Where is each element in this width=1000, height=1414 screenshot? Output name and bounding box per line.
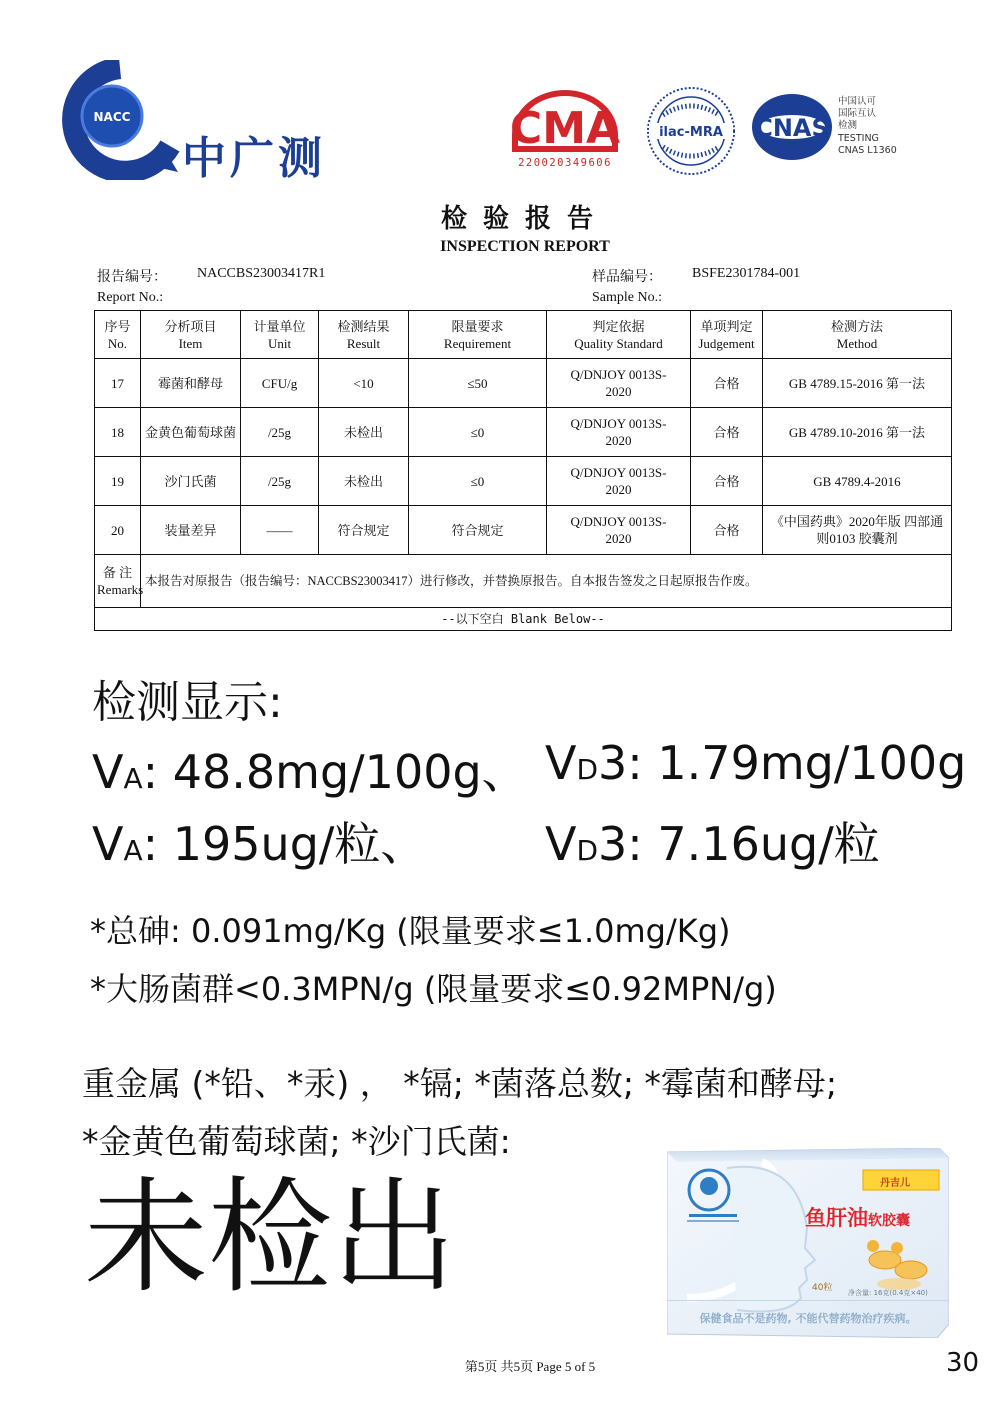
header-no: 序号 No. [95, 311, 141, 359]
cell-method: GB 4789.10-2016 第一法 [763, 408, 952, 457]
cell-method: 《中国药典》2020年版 四部通则0103 胶囊剂 [763, 506, 952, 555]
report-no: NACCBS23003417R1 [197, 266, 326, 281]
report-title-cn: 检验报告 [440, 204, 609, 233]
cell-judgement: 合格 [691, 359, 763, 408]
cell-judgement: 合格 [691, 408, 763, 457]
cell-unit: /25g [241, 457, 319, 506]
not-detected-items-line1: 重金属 (*铅、*汞) ， *镉; *菌落总数; *霉菌和酵母; [82, 1064, 838, 1103]
inspection-table [94, 310, 952, 631]
cma-number: 220020349606 [518, 157, 612, 169]
cell-standard: Q/DNJOY 0013S- 2020 [547, 408, 691, 457]
cell-standard: Q/DNJOY 0013S- 2020 [547, 506, 691, 555]
cell-judgement: 合格 [691, 457, 763, 506]
cell-no: 19 [95, 457, 141, 506]
cell-requirement: ≤0 [409, 408, 547, 457]
product-net-content: 净含量: 16克(0.4克×40) [848, 1289, 928, 1297]
page-number: 30 [946, 1348, 980, 1378]
cell-no: 17 [95, 359, 141, 408]
arsenic-result: *总砷: 0.091mg/Kg (限量要求≤1.0mg/Kg) [90, 912, 731, 950]
blank-below: --以下空白 Blank Below-- [95, 608, 952, 631]
ilac-mra-logo [645, 85, 737, 177]
cnas-line-3: 检测 [838, 120, 858, 131]
nacc-name: 中广测 [182, 133, 326, 184]
header-item: 分析项目 Item [141, 311, 241, 359]
cell-unit: /25g [241, 408, 319, 457]
cnas-line-1: 中国认可 [838, 96, 877, 107]
product-warning: 保健食品不是药物, 不能代替药物治疗疾病。 [699, 1312, 917, 1325]
header-judgement: 单项判定 Judgement [691, 311, 763, 359]
vitamin-d3-per-100g: VD3: 1.79mg/100g [545, 736, 967, 790]
page-footer: 第5页 共5页 Page 5 of 5 [464, 1359, 596, 1374]
report-title-en: INSPECTION REPORT [440, 238, 610, 255]
table-row [95, 408, 952, 457]
table-row [95, 457, 952, 506]
cell-judgement: 合格 [691, 506, 763, 555]
cell-requirement: 符合规定 [409, 506, 547, 555]
cnas-line-2: 国际互认 [838, 108, 877, 119]
not-detected-label: 未检出 [84, 1166, 457, 1310]
product-count: 40粒 [812, 1283, 833, 1293]
vitamin-a-per-100g: VA: 48.8mg/100g、 [92, 745, 528, 799]
cell-result: 符合规定 [319, 506, 409, 555]
header-requirement: 限量要求 Requirement [409, 311, 547, 359]
sample-no-label: 样品编号： [592, 270, 662, 285]
product-name: 鱼肝油软胶囊 [805, 1206, 910, 1230]
cell-method: GB 4789.4-2016 [763, 457, 952, 506]
cell-item: 金黄色葡萄球菌 [141, 408, 241, 457]
cell-requirement: ≤0 [409, 457, 547, 506]
cell-unit: —— [241, 506, 319, 555]
blank-below-row [95, 608, 952, 631]
cell-requirement: ≤50 [409, 359, 547, 408]
cnas-text: CNAS [755, 114, 829, 142]
product-brand: 丹吉儿 [880, 1178, 910, 1189]
vitamin-a-per-capsule: VA: 195ug/粒、 [92, 817, 427, 871]
ilac-text: ilac-MRA [659, 125, 723, 140]
cell-item: 装量差异 [141, 506, 241, 555]
cell-item: 沙门氏菌 [141, 457, 241, 506]
cma-text: CMA [509, 103, 621, 154]
sample-no: BSFE2301784-001 [692, 266, 801, 281]
cell-standard: Q/DNJOY 0013S- 2020 [547, 359, 691, 408]
cell-standard: Q/DNJOY 0013S- 2020 [547, 457, 691, 506]
sample-no-label-en: Sample No.: [592, 290, 662, 305]
header-standard: 判定依据 Quality Standard [547, 311, 691, 359]
not-detected-items-line2: *金黄色葡萄球菌; *沙门氏菌: [82, 1122, 511, 1161]
cnas-line-4: TESTING [838, 133, 879, 144]
report-no-label: 报告编号： [97, 270, 167, 285]
vitamin-d3-per-capsule: VD3: 7.16ug/粒 [545, 817, 880, 871]
cma-logo [505, 85, 625, 170]
coliform-result: *大肠菌群<0.3MPN/g (限量要求≤0.92MPN/g) [90, 970, 777, 1008]
nacc-badge-text: NACC [93, 110, 131, 124]
header-method: 检测方法 Method [763, 311, 952, 359]
remarks-label: 备 注 Remarks [95, 555, 141, 608]
table-row [95, 359, 952, 408]
cell-no: 20 [95, 506, 141, 555]
cnas-logo [750, 92, 920, 162]
cell-result: 未检出 [319, 457, 409, 506]
header-unit: 计量单位 Unit [241, 311, 319, 359]
cell-item: 霉菌和酵母 [141, 359, 241, 408]
cell-method: GB 4789.15-2016 第一法 [763, 359, 952, 408]
cell-result: 未检出 [319, 408, 409, 457]
cnas-line-5: CNAS L1360 [838, 145, 897, 156]
summary-heading: 检测显示: [92, 677, 283, 728]
remarks-text: 本报告对原报告（报告编号：NACCBS23003417）进行修改，并替换原报告。自本报告签发之日起原报告作废。 [141, 555, 952, 608]
cell-result: <10 [319, 359, 409, 408]
cell-unit: CFU/g [241, 359, 319, 408]
table-header-row [95, 311, 952, 359]
remarks-row [95, 555, 952, 608]
report-no-label-en: Report No.: [97, 290, 164, 305]
table-row [95, 506, 952, 555]
header-result: 检测结果 Result [319, 311, 409, 359]
cell-no: 18 [95, 408, 141, 457]
